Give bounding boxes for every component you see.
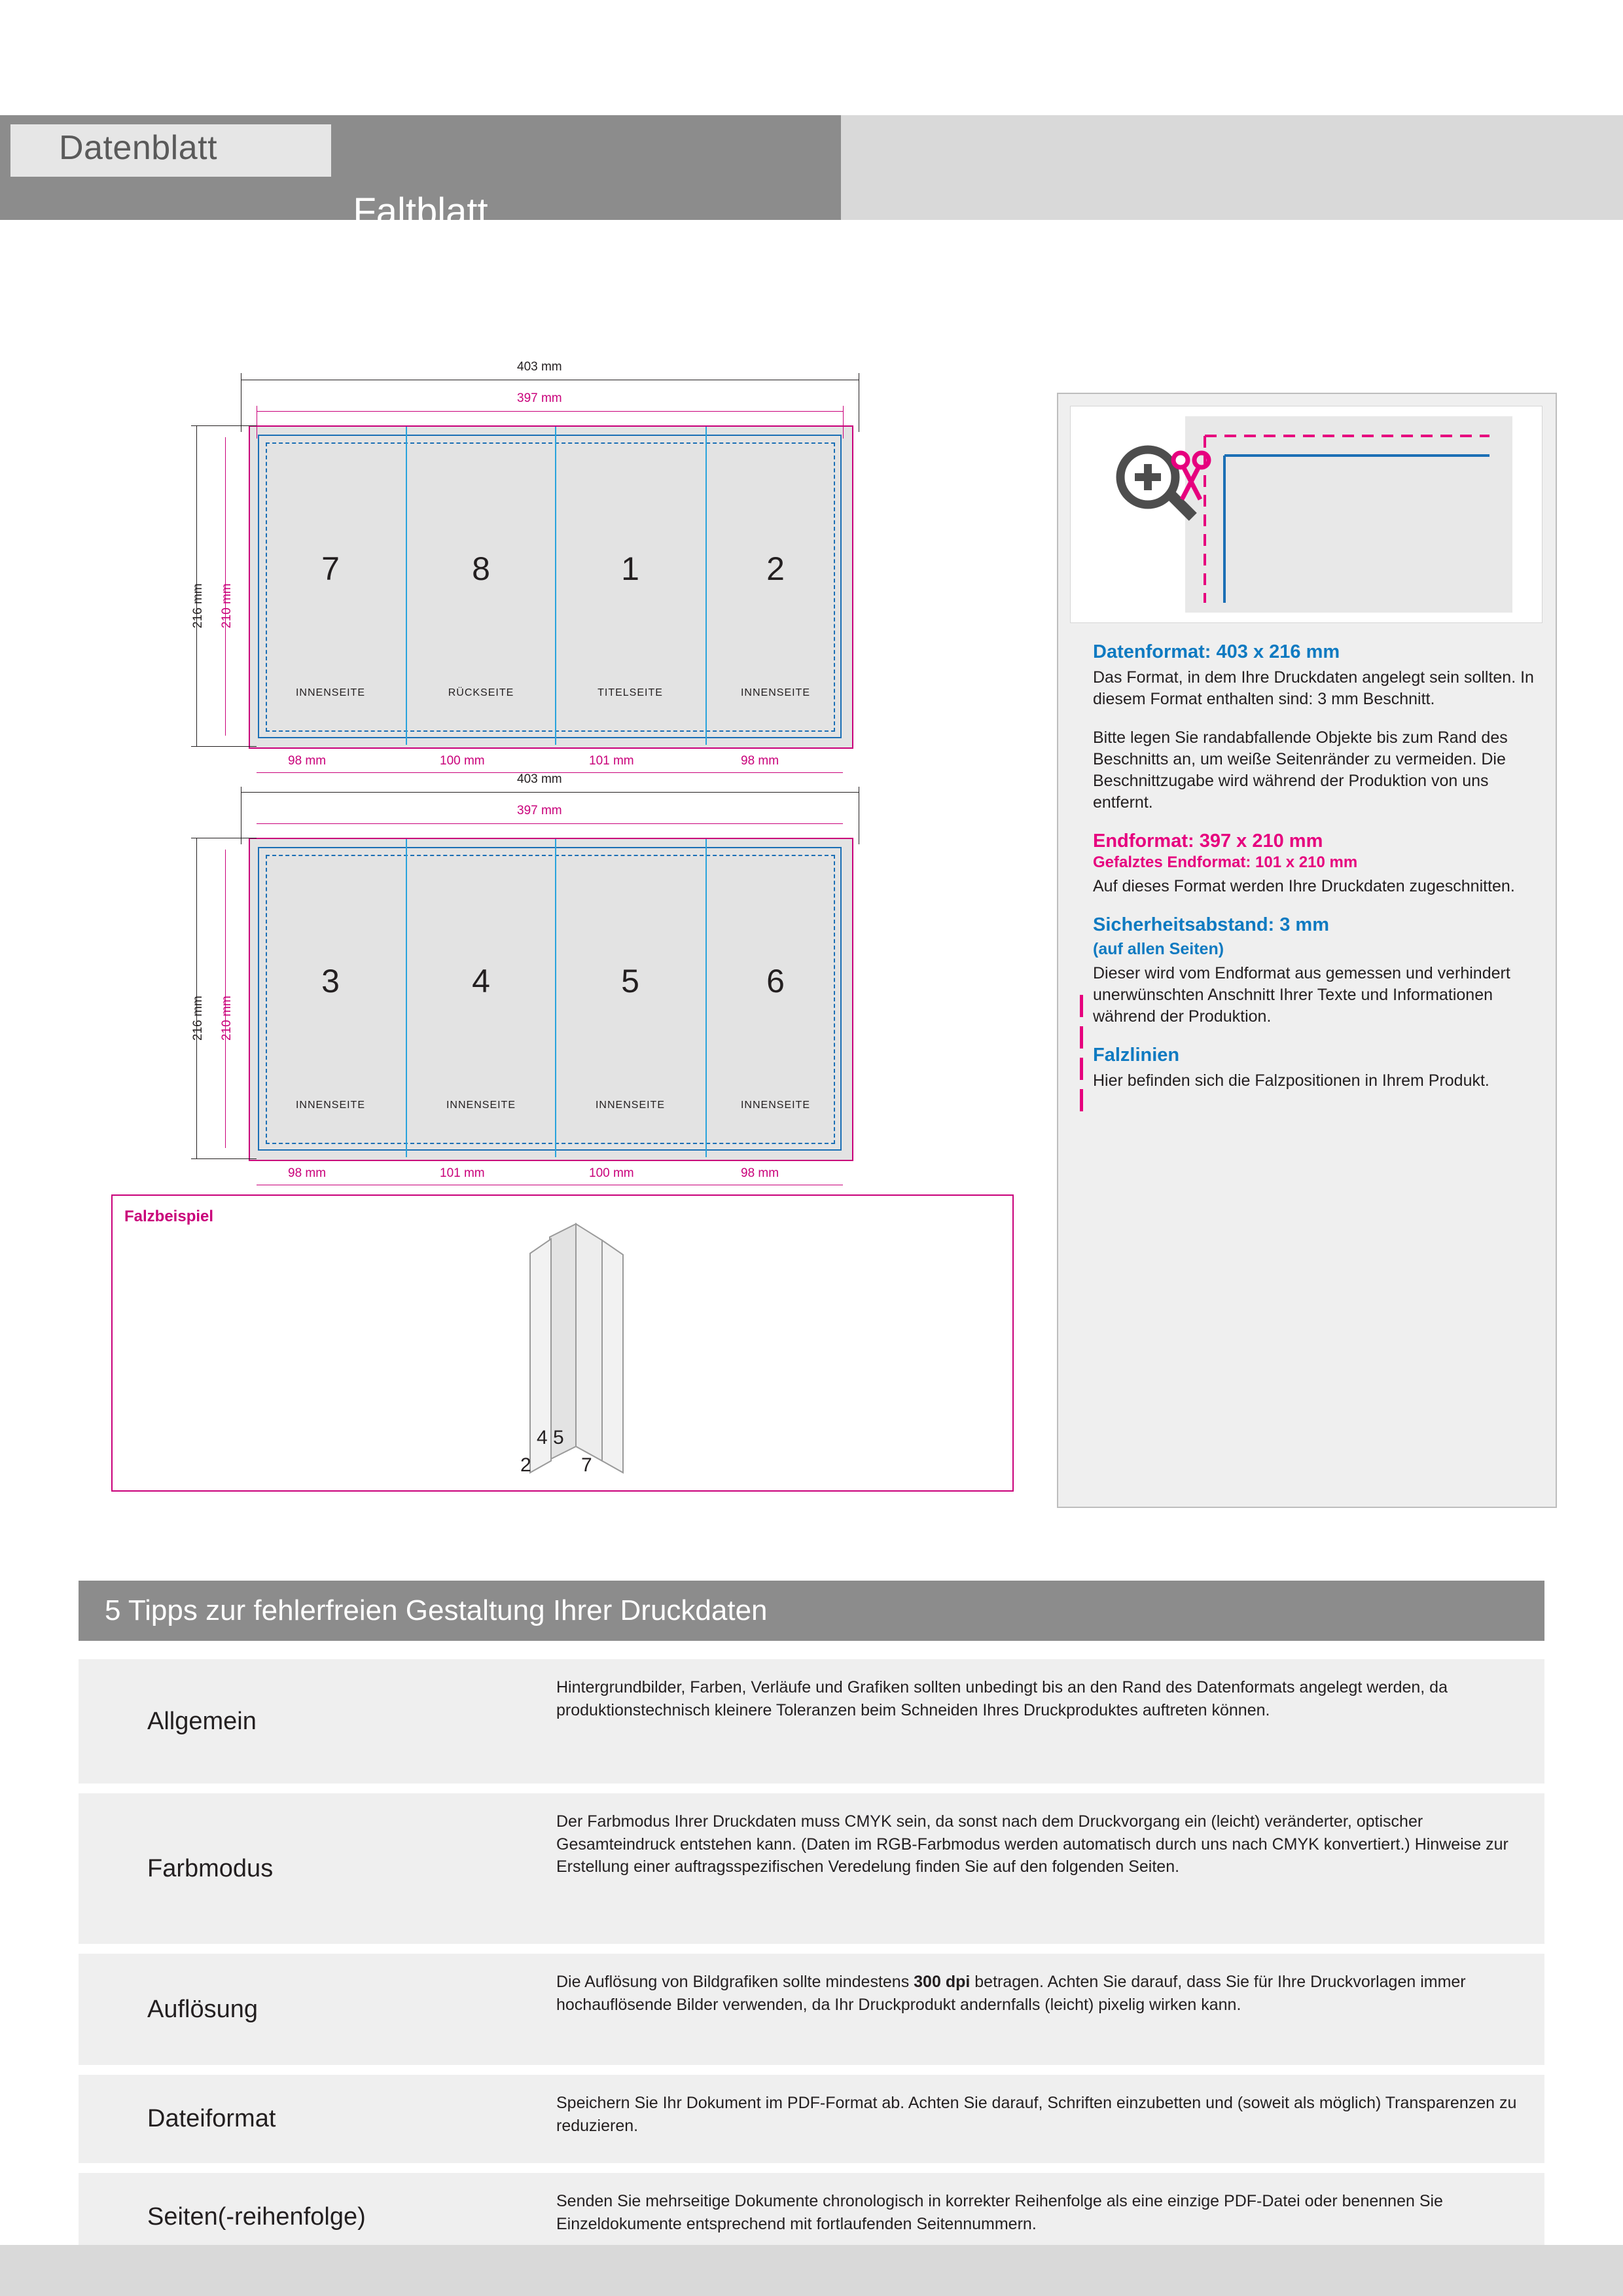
pink-marker-1 — [1080, 995, 1083, 1017]
tip-label-seitenreihenfolge: Seiten(-reihenfolge) — [147, 2203, 366, 2231]
info-text-datenformat: Das Format, in dem Ihre Druckdaten angelegt sein sollten. In diesem Format enthalten sind: 3 mm Beschnitt. — [1093, 668, 1534, 708]
dim-label-back-panel-4: 98 mm — [741, 1166, 779, 1180]
dim-line-back-outer-width — [241, 792, 859, 793]
panel-caption-front-2: RÜCKSEITE — [448, 687, 514, 698]
datenblatt-tab-label: Datenblatt — [59, 129, 218, 167]
info-block-endformat — [1093, 831, 1544, 897]
panel-caption-back-3: INNENSEITE — [595, 1100, 665, 1111]
info-heading-sicherheitsabstand: Sicherheitsabstand: 3 mm — [1093, 914, 1329, 935]
dim-label-front-panel-4: 98 mm — [741, 754, 779, 768]
panel-number-back-3: 5 — [621, 963, 639, 999]
dim-label-front-outer-width: 403 mm — [517, 360, 562, 374]
panel-number-front-2: 8 — [472, 550, 490, 587]
tip-row-farbmodus — [79, 1793, 1544, 1944]
panel-caption-back-2: INNENSEITE — [446, 1100, 516, 1111]
page-subtitle: DIN lang, 3-Bruch Fensterfalz, 10,1 x 21 cm, 4/4-farbig — [198, 247, 643, 268]
dim-label-back-panel-1: 98 mm — [288, 1166, 327, 1180]
tip-row-allgemein — [79, 1659, 1544, 1784]
dim-label-back-outer-height: 216 mm — [191, 996, 205, 1041]
page-title: Faltblatt — [353, 190, 488, 233]
panel-caption-front-4: INNENSEITE — [740, 687, 810, 698]
dim-label-front-inner-height: 210 mm — [220, 583, 234, 628]
tip-text-aufloesung — [556, 1954, 1544, 2065]
tip-row-dateiformat — [79, 2075, 1544, 2163]
info-block-datenformat — [1093, 641, 1544, 710]
fold-example-label-left: 2 — [520, 1454, 531, 1476]
dim-label-front-panel-3: 101 mm — [589, 754, 634, 768]
tip-text-allgemein: Hintergrundbilder, Farben, Verläufe und Grafiken sollten unbedingt bis an den Rand des Datenformats angelegt werden, da produktionstechnisch kleinere Toleranzen beim Schneiden Ihres Druckproduktes auftreten können. — [556, 1678, 1448, 1719]
panel-caption-back-4: INNENSEITE — [740, 1100, 810, 1111]
panel-caption-front-1: INNENSEITE — [295, 687, 365, 698]
info-illustration — [1070, 406, 1543, 623]
tip-text-aufloesung-bold: 300 dpi — [914, 1973, 971, 1991]
info-heading-falzlinien: Falzlinien — [1093, 1045, 1180, 1066]
pink-marker-2 — [1080, 1026, 1083, 1049]
info-block-sicherheitsabstand — [1093, 914, 1544, 1028]
panel-number-back-1: 3 — [321, 963, 340, 999]
dim-label-back-panel-3: 100 mm — [589, 1166, 634, 1180]
dim-tick-front-height-top — [191, 425, 257, 426]
dim-label-back-outer-width: 403 mm — [517, 772, 562, 786]
tip-label-allgemein: Allgemein — [147, 1707, 257, 1735]
pink-marker-4 — [1080, 1089, 1083, 1111]
dim-line-front-inner-width — [257, 411, 843, 412]
info-text-body — [1093, 641, 1544, 1109]
info-heading-endformat: Endformat: 397 x 210 mm — [1093, 831, 1323, 852]
info-text-endformat: Auf dieses Format werden Ihre Druckdaten zugeschnitten. — [1093, 877, 1515, 895]
tip-label-aufloesung: Auflösung — [147, 1995, 259, 2023]
dim-tick-front-inner-right — [843, 406, 844, 439]
panel-number-back-2: 4 — [472, 963, 490, 999]
panel-number-front-1: 7 — [321, 550, 340, 587]
dim-line-back-inner-width — [257, 823, 843, 824]
info-heading-datenformat: Datenformat: 403 x 216 mm — [1093, 641, 1340, 662]
tip-text-seitenreihenfolge: Senden Sie mehrseitige Dokumente chronologisch in korrekter Reihenfolge als eine einzige PDF-Datei oder benennen Sie Einzeldokumente entsprechend mit fortlaufenden Seitennummern. — [556, 2192, 1443, 2233]
fold-example-illustration — [478, 1217, 668, 1479]
info-block-falzlinien — [1093, 1045, 1544, 1092]
dim-label-front-panel-2: 100 mm — [440, 754, 485, 768]
tip-label-dateiformat: Dateiformat — [147, 2105, 276, 2132]
dim-label-front-inner-width: 397 mm — [517, 391, 562, 405]
tip-text-dateiformat: Speichern Sie Ihr Dokument im PDF-Format ab. Achten Sie darauf, Schriften einzubetten und (soweit als möglich) Transparenzen zu reduzieren. — [556, 2094, 1517, 2135]
info-text-randabfallend: Bitte legen Sie randabfallende Objekte bis zum Rand des Beschnitts an, um weiße Seitenränder zu vermeiden. Die Beschnittzugabe wird während der Produktion von uns entfernt. — [1093, 728, 1508, 812]
dim-label-front-panel-1: 98 mm — [288, 754, 327, 768]
pink-marker-3 — [1080, 1058, 1083, 1080]
tip-label-farbmodus: Farbmodus — [147, 1854, 274, 1882]
tips-title: 5 Tipps zur fehlerfreien Gestaltung Ihrer Druckdaten — [105, 1594, 768, 1626]
dim-tick-back-height-bottom — [191, 1158, 257, 1159]
tip-text-aufloesung-pre: Die Auflösung von Bildgrafiken sollte mindestens — [556, 1973, 914, 1991]
panel-caption-back-1: INNENSEITE — [295, 1100, 365, 1111]
dim-label-back-inner-height: 210 mm — [220, 996, 234, 1041]
info-subheading-sicherheitsabstand: (auf allen Seiten) — [1093, 940, 1224, 958]
fold-example-label-right: 7 — [581, 1454, 592, 1476]
panel-number-front-4: 2 — [766, 550, 785, 587]
dim-tick-front-height-bottom — [191, 746, 257, 747]
dim-label-front-outer-height: 216 mm — [191, 583, 205, 628]
footer-band — [0, 2245, 1623, 2296]
bleed-illustration-svg — [1071, 406, 1542, 622]
sheet-back — [249, 838, 851, 1158]
info-subheading-gefalztes-endformat: Gefalztes Endformat: 101 x 210 mm — [1093, 853, 1358, 871]
info-text-sicherheitsabstand: Dieser wird vom Endformat aus gemessen und verhindert unerwünschten Anschnitt Ihrer Texte und Informationen während der Produktion. — [1093, 964, 1510, 1026]
panel-caption-front-3: TITELSEITE — [597, 687, 663, 698]
tips-header — [79, 1581, 1544, 1641]
info-block-randabfallend — [1093, 727, 1544, 814]
panel-number-front-3: 1 — [621, 550, 639, 587]
panel-number-back-4: 6 — [766, 963, 785, 999]
tip-text-farbmodus: Der Farbmodus Ihrer Druckdaten muss CMYK sein, da sonst nach dem Druckvorgang ein (leicht) veränderter, optischer Gesamteindruck entstehen kann. (Daten im RGB-Farbmodus werden automatisch durch uns nach CMYK konvertiert.) Hinweise zur Erstellung einer auftragsspezifischen Veredelung finden Sie auf den folgenden Seiten. — [556, 1812, 1508, 1876]
dim-label-back-panel-2: 101 mm — [440, 1166, 485, 1180]
info-text-falzlinien: Hier befinden sich die Falzpositionen in Ihrem Produkt. — [1093, 1071, 1489, 1090]
fold-example-label-top: 4 5 — [537, 1427, 564, 1448]
tip-text-aufloesung-post: betragen. Achten Sie darauf, dass Sie für Ihre Druckvorlagen immer hochauflösende Bilder verwenden, da Ihr Druckprodukt andernfalls (leicht) pixelig wirken kann. — [556, 1973, 1466, 2014]
tip-row-aufloesung — [79, 1954, 1544, 2065]
fold-example-title: Falzbeispiel — [124, 1208, 214, 1225]
dim-label-back-inner-width: 397 mm — [517, 804, 562, 817]
sheet-front — [249, 425, 851, 746]
